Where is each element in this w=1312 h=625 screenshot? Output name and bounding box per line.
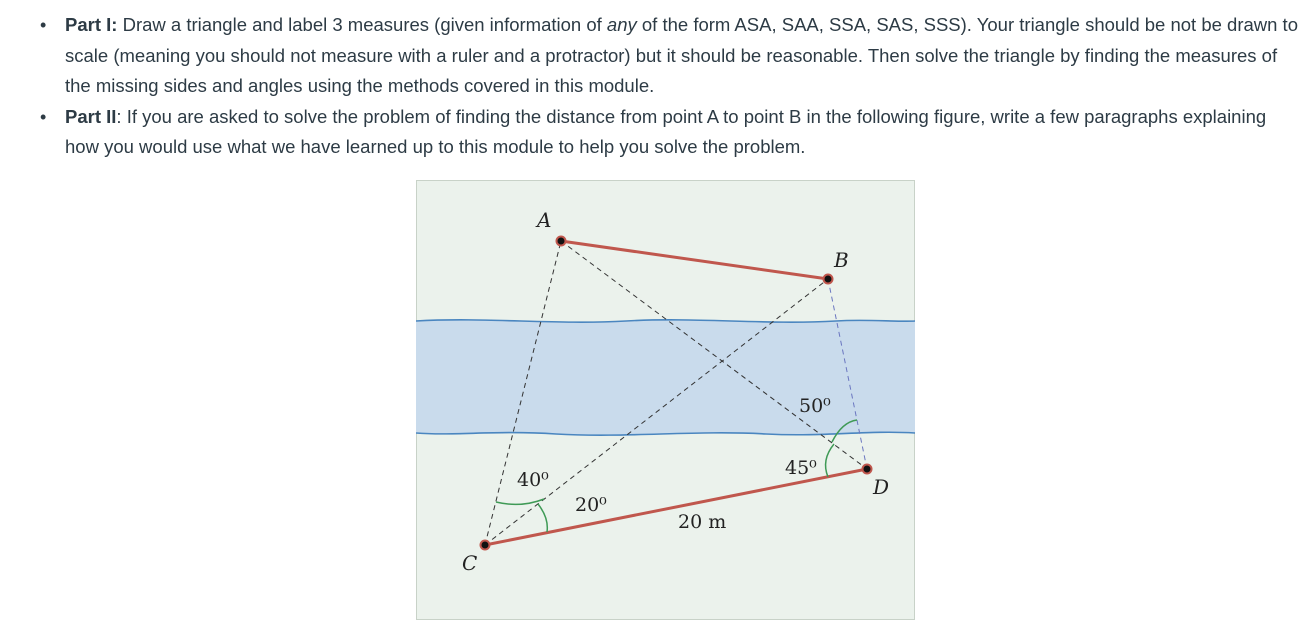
point-b	[824, 275, 833, 284]
label-angle-d-upper: 50⁰	[799, 395, 831, 417]
instruction-part-1	[40, 10, 1300, 102]
part-1-text-end: of the form ASA, SAA, SSA, SAS, SSS). Your triangle should be not be drawn to scale (meaning you should not measure with a ruler and a protractor) but it should be reasonable. Then solve the triangle by finding the measures of the missing sides and angles using the methods covered in this module.	[65, 14, 1298, 96]
part-1-label: Part I:	[65, 14, 118, 35]
part-1-emphasis: any	[606, 14, 637, 35]
river-distance-figure	[416, 180, 916, 620]
river	[416, 320, 915, 435]
part-1-text-start: Draw a triangle and label 3 measures (given information of	[117, 14, 607, 35]
figure-svg	[416, 180, 916, 620]
instruction-list	[40, 10, 1300, 163]
point-c	[481, 541, 490, 550]
label-point-b: B	[834, 248, 849, 272]
label-angle-d-lower: 45⁰	[785, 457, 817, 479]
part-2-text: : If you are asked to solve the problem of finding the distance from point A to point B in the following figure, write a few paragraphs explaining how you would use what we have learned up to this module to help you solve the problem.	[65, 105, 1267, 157]
label-distance: 20 m	[678, 511, 727, 533]
label-point-a: A	[537, 208, 552, 232]
label-angle-c-upper: 40⁰	[517, 469, 549, 491]
label-point-d: D	[873, 475, 890, 499]
point-a	[557, 237, 566, 246]
part-2-label: Part II	[65, 105, 117, 127]
label-angle-c-lower: 20⁰	[575, 494, 607, 516]
instruction-part-2	[40, 102, 1300, 163]
label-point-c: C	[462, 551, 478, 575]
point-d	[863, 465, 872, 474]
